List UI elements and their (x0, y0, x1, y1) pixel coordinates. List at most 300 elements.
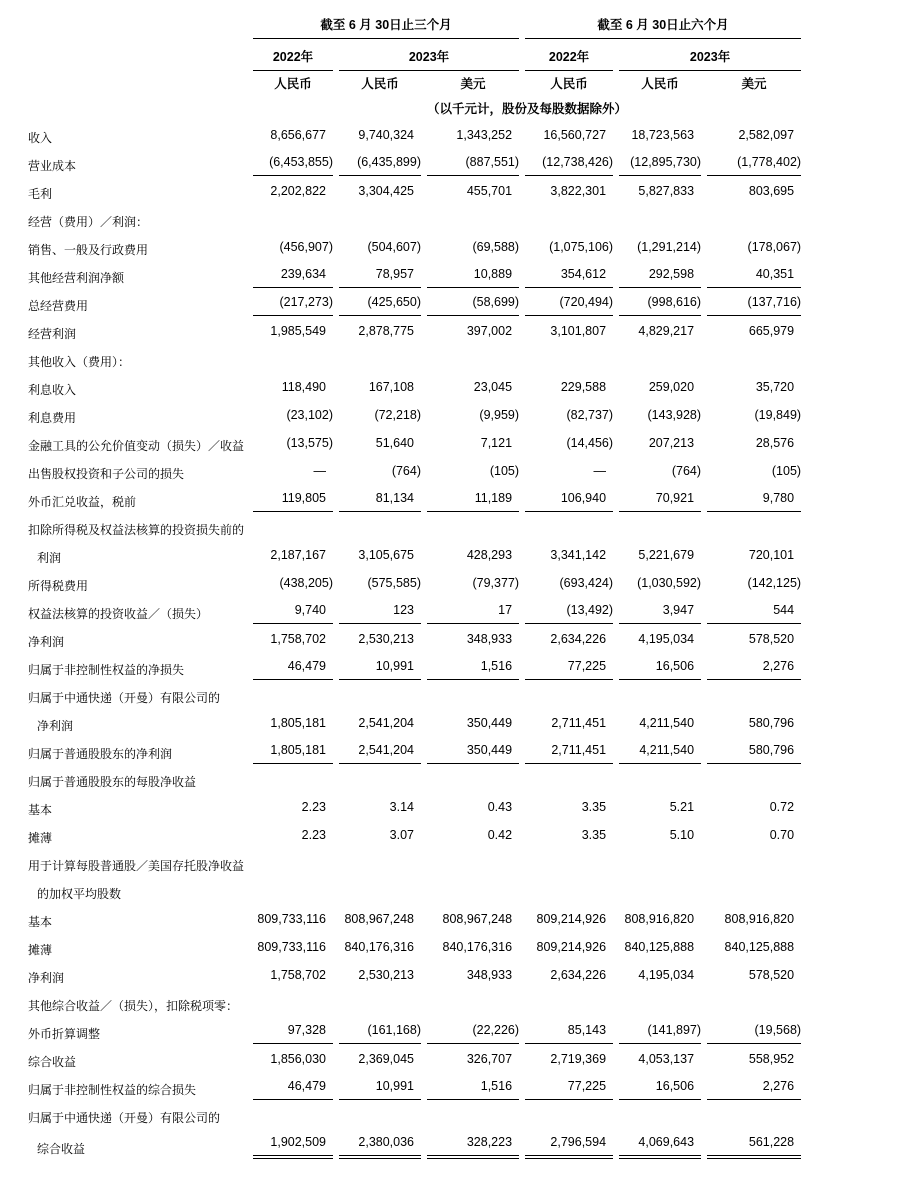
cell-value: 4,069,643 (616, 1130, 704, 1161)
cell-value (336, 682, 424, 710)
table-row (28, 178, 804, 206)
row-label: 经营利润 (28, 327, 77, 341)
cell-value: 40,351 (704, 262, 804, 290)
cell-value: (58,699) (424, 290, 522, 318)
cell-value: 4,195,034 (638, 968, 695, 982)
table-row (28, 766, 804, 794)
cell-value: 2,796,594 (522, 1130, 616, 1161)
cell-value: 2,202,822 (270, 184, 326, 198)
header-currency-row (28, 71, 804, 97)
cell-value (424, 1102, 522, 1130)
cell-value: 81,134 (336, 486, 424, 514)
row-label: 其他经营利润净额 (28, 271, 125, 285)
currency-column-header (250, 71, 336, 97)
cell-value (336, 514, 424, 542)
cell-value: 326,707 (466, 1052, 513, 1066)
year-column-header (250, 39, 336, 71)
cell-value: 397,002 (466, 324, 513, 338)
cell-value: 5.21 (669, 800, 695, 814)
cell-value: 808,967,248 (344, 912, 414, 926)
header-spacer (28, 39, 250, 71)
cell-value (250, 206, 336, 234)
cell-value: 77,225 (522, 654, 616, 682)
cell-value: 809,214,926 (536, 912, 607, 926)
cell-value: 4,211,540 (639, 716, 695, 730)
row-label: 利息收入 (28, 383, 77, 397)
cell-value: (79,377) (472, 576, 520, 590)
cell-value (522, 990, 616, 1018)
row-label: 归属于中通快递（开曼）有限公司的 (28, 691, 221, 705)
cell-value: 2,276 (704, 654, 804, 682)
cell-value: 46,479 (250, 654, 336, 682)
cell-value: 350,449 (424, 738, 522, 766)
cell-value: 720,101 (748, 548, 795, 562)
cell-value (250, 766, 336, 794)
cell-value: 3.35 (581, 828, 607, 842)
cell-value: 0.43 (487, 800, 513, 814)
cell-value (704, 878, 804, 906)
cell-value (522, 346, 616, 374)
cell-value (616, 878, 704, 906)
cell-value: 3,822,301 (550, 184, 607, 198)
cell-value: 580,796 (704, 738, 804, 766)
table-row (28, 598, 804, 626)
row-label: 的加权平均股数 (37, 887, 122, 901)
table-row (28, 542, 804, 570)
cell-value: 23,045 (473, 380, 513, 394)
header-spacer (28, 71, 250, 97)
cell-value (522, 682, 616, 710)
cell-value: 1,985,549 (270, 324, 326, 338)
cell-value: 1,805,181 (270, 716, 326, 730)
cell-value (704, 850, 804, 878)
cell-value (250, 878, 336, 906)
row-label: 摊薄 (28, 831, 53, 845)
currency-column-header (616, 71, 704, 97)
currency-label: 人民币 (550, 77, 588, 91)
cell-value: 78,957 (336, 262, 424, 290)
row-label: 摊薄 (28, 943, 53, 957)
table-row (28, 990, 804, 1018)
table-row (28, 654, 804, 682)
cell-value: 561,228 (704, 1130, 804, 1161)
table-row (28, 346, 804, 374)
row-label: 净利润 (28, 635, 65, 649)
row-label: 利润 (37, 551, 62, 565)
cell-value (250, 514, 336, 542)
cell-value: (720,494) (522, 290, 616, 318)
cell-value: 1,758,702 (270, 632, 326, 646)
cell-value: 808,916,820 (724, 912, 795, 926)
cell-value: 207,213 (648, 436, 695, 450)
cell-value: 2,541,204 (358, 716, 414, 730)
cell-value: 239,634 (250, 262, 336, 290)
year-label: 2023年 (619, 45, 801, 71)
cell-value (336, 346, 424, 374)
cell-value: 2,634,226 (550, 968, 607, 982)
cell-value (336, 850, 424, 878)
cell-value: 3,101,807 (550, 324, 607, 338)
cell-value: 1,902,509 (250, 1130, 336, 1161)
row-label: 外币折算调整 (28, 1027, 101, 1041)
table-row (28, 822, 804, 850)
cell-value (704, 766, 804, 794)
row-label: 金融工具的公允价值变动（损失）／收益 (28, 439, 245, 453)
cell-value (704, 1102, 804, 1130)
row-label: 净利润 (37, 719, 74, 733)
cell-value: 167,108 (368, 380, 414, 394)
row-label: 其他综合收益／（损失），扣除税项零： (28, 999, 239, 1013)
row-label: 权益法核算的投资收益／（损失） (28, 607, 209, 621)
cell-value: (143,928) (647, 408, 702, 422)
cell-value (424, 346, 522, 374)
cell-value: 808,967,248 (442, 912, 513, 926)
cell-value: 2,582,097 (738, 128, 795, 142)
cell-value (424, 878, 522, 906)
cell-value: 2,187,167 (270, 548, 326, 562)
cell-value: 4,195,034 (638, 632, 695, 646)
cell-value (616, 1102, 704, 1130)
cell-value: — (313, 464, 326, 478)
table-row (28, 374, 804, 402)
table-row (28, 794, 804, 822)
cell-value: 2,541,204 (336, 738, 424, 766)
cell-value: 2.23 (301, 828, 326, 842)
row-label: 扣除所得税及权益法核算的投资损失前的 (28, 523, 245, 537)
cell-value: 16,506 (616, 654, 704, 682)
cell-value (336, 1102, 424, 1130)
cell-value: 3,105,675 (358, 548, 414, 562)
cell-value: 2,711,451 (551, 716, 607, 730)
cell-value (704, 346, 804, 374)
cell-value: 9,740,324 (358, 128, 414, 142)
cell-value: 5,827,833 (638, 184, 695, 198)
table-row (28, 486, 804, 514)
table-row (28, 710, 804, 738)
table-row (28, 514, 804, 542)
cell-value: (6,435,899) (336, 150, 424, 178)
cell-value: 1,758,702 (270, 968, 326, 982)
cell-value: 97,328 (250, 1018, 336, 1046)
cell-value: 808,916,820 (624, 912, 695, 926)
cell-value: 0.70 (769, 828, 795, 842)
cell-value (250, 990, 336, 1018)
cell-value: (998,616) (616, 290, 704, 318)
cell-value: 3.07 (389, 828, 414, 842)
cell-value: 16,560,727 (543, 128, 607, 142)
cell-value (522, 766, 616, 794)
cell-value: (1,030,592) (637, 576, 702, 590)
cell-value (616, 766, 704, 794)
cell-value: 3,341,142 (550, 548, 607, 562)
cell-value (336, 206, 424, 234)
cell-value: (82,737) (566, 408, 614, 422)
cell-value: (764) (391, 464, 421, 478)
cell-value: 51,640 (375, 436, 414, 450)
cell-value: 4,829,217 (638, 324, 695, 338)
cell-value: (1,291,214) (637, 240, 702, 254)
units-note (250, 97, 804, 122)
table-row (28, 458, 804, 486)
cell-value (250, 850, 336, 878)
cell-value (522, 1102, 616, 1130)
cell-value (616, 514, 704, 542)
cell-value (424, 850, 522, 878)
table-row (28, 934, 804, 962)
cell-value: (13,575) (286, 436, 333, 450)
row-label: 销售、一般及行政费用 (28, 243, 149, 257)
cell-value: (69,588) (472, 240, 520, 254)
cell-value: 70,921 (616, 486, 704, 514)
year-column-header (336, 39, 522, 71)
table-row (28, 234, 804, 262)
cell-value (616, 346, 704, 374)
currency-column-header (522, 71, 616, 97)
cell-value: 123 (336, 598, 424, 626)
cell-value: 1,856,030 (270, 1052, 326, 1066)
cell-value: (1,075,106) (549, 240, 614, 254)
cell-value: 428,293 (466, 548, 513, 562)
cell-value: 1,343,252 (456, 128, 513, 142)
cell-value: 2,369,045 (358, 1052, 414, 1066)
header-period-row (28, 6, 804, 39)
cell-value: 2,276 (704, 1074, 804, 1102)
cell-value: (22,226) (424, 1018, 522, 1046)
cell-value: (504,607) (367, 240, 421, 254)
cell-value: (456,907) (279, 240, 333, 254)
cell-value: 119,805 (250, 486, 336, 514)
currency-label: 人民币 (274, 77, 312, 91)
cell-value: 0.72 (769, 800, 795, 814)
cell-value: 259,020 (648, 380, 695, 394)
cell-value: (764) (671, 464, 702, 478)
cell-value: 5.10 (669, 828, 695, 842)
cell-value: 5,221,679 (638, 548, 695, 562)
cell-value: 16,506 (616, 1074, 704, 1102)
cell-value: 840,176,316 (344, 940, 414, 954)
row-label: 毛利 (28, 187, 53, 201)
cell-value: 578,520 (748, 632, 795, 646)
table-row (28, 850, 804, 878)
year-label: 2022年 (253, 45, 333, 71)
cell-value (424, 766, 522, 794)
cell-value: (438,205) (279, 576, 333, 590)
table-row (28, 1074, 804, 1102)
cell-value: 77,225 (522, 1074, 616, 1102)
cell-value: (887,551) (424, 150, 522, 178)
header-spacer (28, 97, 250, 122)
cell-value: 18,723,563 (631, 128, 695, 142)
year-column-header (616, 39, 804, 71)
row-label: 出售股权投资和子公司的损失 (28, 467, 185, 481)
row-label: 基本 (28, 803, 53, 817)
cell-value: (142,125) (747, 576, 802, 590)
units-note-text: （以千元计，股份及每股数据除外） (427, 102, 628, 116)
table-row (28, 1018, 804, 1046)
table-row (28, 318, 804, 346)
cell-value (704, 206, 804, 234)
cell-value: 4,211,540 (616, 738, 704, 766)
cell-value (250, 346, 336, 374)
cell-value: 580,796 (748, 716, 795, 730)
row-label: 综合收益 (28, 1055, 77, 1069)
currency-label: 美元 (460, 77, 486, 91)
cell-value: 10,889 (424, 262, 522, 290)
table-row (28, 290, 804, 318)
currency-label: 人民币 (361, 77, 399, 91)
row-label: 归属于非控制性权益的净损失 (28, 663, 185, 677)
row-label: 所得税费用 (28, 579, 89, 593)
table-row (28, 682, 804, 710)
year-label: 2023年 (339, 45, 519, 71)
statement-body (28, 122, 804, 1161)
cell-value: 17 (424, 598, 522, 626)
period-group-three-months (250, 6, 522, 39)
cell-value (336, 878, 424, 906)
cell-value: (178,067) (747, 240, 802, 254)
cell-value: 840,176,316 (442, 940, 513, 954)
cell-value: (9,959) (479, 408, 520, 422)
cell-value: 35,720 (755, 380, 795, 394)
cell-value: 809,214,926 (536, 940, 607, 954)
cell-value: 2,380,036 (336, 1130, 424, 1161)
cell-value: (575,585) (367, 576, 421, 590)
cell-value (522, 206, 616, 234)
year-column-header (522, 39, 616, 71)
cell-value: 665,979 (748, 324, 795, 338)
currency-column-header (336, 71, 424, 97)
cell-value: 9,780 (704, 486, 804, 514)
cell-value: 10,991 (336, 654, 424, 682)
currency-label: 美元 (741, 77, 767, 91)
cell-value: 328,223 (424, 1130, 522, 1161)
cell-value (616, 850, 704, 878)
cell-value: 455,701 (466, 184, 513, 198)
cell-value (424, 990, 522, 1018)
cell-value: 292,598 (616, 262, 704, 290)
cell-value: (14,456) (566, 436, 614, 450)
row-label: 利息费用 (28, 411, 77, 425)
table-row (28, 1046, 804, 1074)
cell-value: (137,716) (704, 290, 804, 318)
cell-value: (12,738,426) (522, 150, 616, 178)
cell-value (704, 682, 804, 710)
cell-value: (693,424) (559, 576, 614, 590)
header-spacer (28, 6, 250, 39)
cell-value: 840,125,888 (624, 940, 695, 954)
cell-value: 2,878,775 (358, 324, 414, 338)
cell-value: (6,453,855) (250, 150, 336, 178)
cell-value (616, 206, 704, 234)
cell-value: (1,778,402) (704, 150, 804, 178)
row-label: 净利润 (28, 971, 65, 985)
cell-value (616, 682, 704, 710)
cell-value (522, 878, 616, 906)
cell-value (336, 766, 424, 794)
row-label: 营业成本 (28, 159, 77, 173)
row-label: 基本 (28, 915, 53, 929)
row-label: 归属于中通快递（开曼）有限公司的 (28, 1111, 221, 1125)
cell-value: 8,656,677 (270, 128, 326, 142)
cell-value (522, 850, 616, 878)
table-row (28, 1102, 804, 1130)
cell-value (522, 514, 616, 542)
row-label: 归属于普通股股东的每股净收益 (28, 775, 197, 789)
cell-value: 809,733,116 (257, 940, 326, 954)
cell-value: 2.23 (301, 800, 326, 814)
currency-column-header (704, 71, 804, 97)
cell-value (424, 682, 522, 710)
table-row (28, 626, 804, 654)
cell-value: 558,952 (748, 1052, 795, 1066)
table-row (28, 206, 804, 234)
cell-value: (12,895,730) (616, 150, 704, 178)
cell-value (336, 990, 424, 1018)
row-label: 其他收入（费用）： (28, 355, 131, 369)
period-group-six-months (522, 6, 804, 39)
row-label: 总经营费用 (28, 299, 89, 313)
table-row (28, 570, 804, 598)
period-group-label: 截至 6 月 30日止六个月 (525, 13, 801, 39)
row-label: 归属于非控制性权益的综合损失 (28, 1083, 197, 1097)
cell-value: 3,947 (616, 598, 704, 626)
cell-value: 809,733,116 (257, 912, 326, 926)
cell-value: — (593, 464, 607, 478)
row-label: 综合收益 (37, 1142, 86, 1156)
period-group-label: 截至 6 月 30日止三个月 (253, 13, 519, 39)
year-label: 2022年 (525, 45, 613, 71)
currency-column-header (424, 71, 522, 97)
table-row (28, 150, 804, 178)
cell-value: (72,218) (374, 408, 421, 422)
table-row (28, 262, 804, 290)
header-note-row (28, 97, 804, 122)
row-label: 经营（费用）／利润： (28, 215, 149, 229)
cell-value: (19,568) (704, 1018, 804, 1046)
table-row (28, 962, 804, 990)
cell-value: 11,189 (424, 486, 522, 514)
cell-value: 2,530,213 (358, 632, 414, 646)
cell-value: 118,490 (281, 380, 326, 394)
cell-value: 0.42 (487, 828, 513, 842)
header-year-row (28, 39, 804, 71)
cell-value: (105) (489, 464, 520, 478)
cell-value: 85,143 (522, 1018, 616, 1046)
cell-value (250, 682, 336, 710)
cell-value: 2,719,369 (550, 1052, 607, 1066)
cell-value: 803,695 (748, 184, 795, 198)
row-label: 归属于普通股股东的净利润 (28, 747, 173, 761)
cell-value: (161,168) (336, 1018, 424, 1046)
cell-value (616, 990, 704, 1018)
row-label: 收入 (28, 131, 53, 145)
cell-value: 1,805,181 (250, 738, 336, 766)
cell-value: 2,530,213 (358, 968, 414, 982)
cell-value: 544 (704, 598, 804, 626)
cell-value: 350,449 (466, 716, 513, 730)
table-row (28, 402, 804, 430)
cell-value: 3,304,425 (358, 184, 414, 198)
cell-value: 348,933 (466, 632, 513, 646)
cell-value: 1,516 (424, 654, 522, 682)
cell-value: (425,650) (336, 290, 424, 318)
cell-value: 3.35 (581, 800, 607, 814)
table-row (28, 878, 804, 906)
table-row (28, 430, 804, 458)
cell-value: 354,612 (522, 262, 616, 290)
cell-value: (105) (771, 464, 802, 478)
cell-value: 46,479 (250, 1074, 336, 1102)
